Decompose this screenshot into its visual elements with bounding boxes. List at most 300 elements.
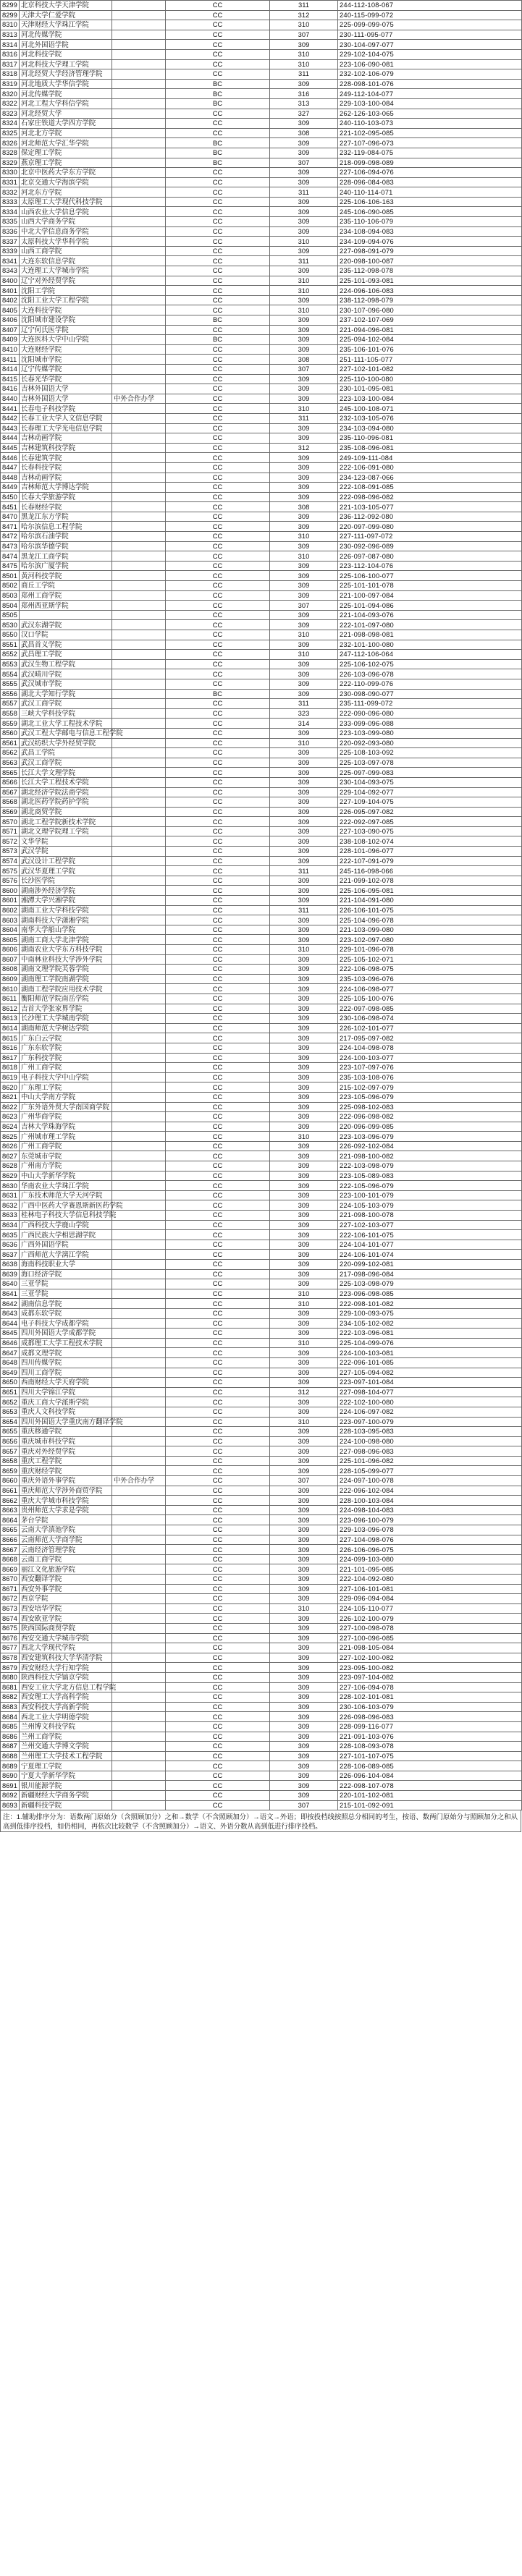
table-row: [1, 177, 522, 187]
school-name-cell: 沈阳城市建设学院: [20, 315, 112, 326]
subject-type-cell: CC: [166, 1, 270, 11]
school-name-cell: 大连东软信息学院: [20, 256, 112, 266]
school-name-cell: 四川外国语大学成都学院: [20, 1329, 112, 1339]
table-row: [1, 1643, 522, 1653]
school-code-cell: 8664: [1, 1515, 20, 1525]
school-code-cell: 8407: [1, 325, 20, 335]
school-code-cell: 8623: [1, 1112, 20, 1122]
school-name-cell: 广州城市理工学院: [20, 1132, 112, 1142]
school-name-cell: 湖北文理学院理工学院: [20, 826, 112, 836]
score-detail-cell: 224-106-097-082: [338, 1407, 522, 1417]
table-row: [1, 1387, 522, 1397]
note-cell: [112, 207, 166, 217]
school-name-cell: 宁夏大学新华学院: [20, 1771, 112, 1781]
note-cell: [112, 413, 166, 423]
table-row: [1, 168, 522, 178]
score-cell: 309: [270, 1584, 338, 1594]
subject-type-cell: BC: [166, 89, 270, 99]
subject-type-cell: CC: [166, 1397, 270, 1407]
score-cell: 309: [270, 915, 338, 925]
score-cell: 309: [270, 512, 338, 522]
subject-type-cell: CC: [166, 423, 270, 433]
score-detail-cell: 222-104-092-080: [338, 1575, 522, 1585]
school-name-cell: 武昌工学院: [20, 748, 112, 758]
school-code-cell: 8505: [1, 610, 20, 620]
school-code-cell: 8553: [1, 659, 20, 669]
school-name-cell: 长春建筑学院: [20, 453, 112, 463]
subject-type-cell: CC: [166, 522, 270, 532]
school-code-cell: 8618: [1, 1063, 20, 1073]
subject-type-cell: CC: [166, 1161, 270, 1172]
subject-type-cell: CC: [166, 915, 270, 925]
score-detail-cell: 223-103-096-079: [338, 1132, 522, 1142]
score-cell: 309: [270, 266, 338, 276]
score-detail-cell: 225-101-093-081: [338, 276, 522, 286]
school-name-cell: 吉林大学珠海学院: [20, 1122, 112, 1132]
school-code-cell: 8562: [1, 748, 20, 758]
school-code-cell: 8323: [1, 109, 20, 119]
school-code-cell: 8602: [1, 905, 20, 915]
table-row: [1, 138, 522, 148]
score-cell: 309: [270, 1614, 338, 1624]
note-cell: [112, 1781, 166, 1791]
subject-type-cell: CC: [166, 1063, 270, 1073]
score-cell: 309: [270, 335, 338, 345]
score-cell: 309: [270, 896, 338, 906]
school-code-cell: 8568: [1, 797, 20, 808]
table-row: [1, 1505, 522, 1515]
score-cell: 309: [270, 1122, 338, 1132]
school-code-cell: 8689: [1, 1761, 20, 1771]
score-detail-cell: 224-099-103-080: [338, 1554, 522, 1564]
table-row: [1, 1584, 522, 1594]
note-cell: [112, 935, 166, 945]
school-code-cell: 8409: [1, 335, 20, 345]
score-detail-cell: 262-126-103-065: [338, 109, 522, 119]
note-cell: [112, 30, 166, 40]
subject-type-cell: CC: [166, 1663, 270, 1673]
school-code-cell: 8473: [1, 541, 20, 551]
school-name-cell: 天津财经大学珠江学院: [20, 20, 112, 30]
subject-type-cell: CC: [166, 1554, 270, 1564]
school-code-cell: 8415: [1, 374, 20, 384]
score-cell: 309: [270, 1505, 338, 1515]
school-name-cell: 吉林动画学院: [20, 433, 112, 444]
score-cell: 309: [270, 826, 338, 836]
school-code-cell: 8665: [1, 1525, 20, 1535]
note-cell: [112, 1427, 166, 1437]
table-row: [1, 679, 522, 689]
subject-type-cell: CC: [166, 826, 270, 836]
note-cell: [112, 817, 166, 827]
note-cell: [112, 355, 166, 365]
note-cell: [112, 1800, 166, 1810]
school-name-cell: 郑州西亚斯学院: [20, 601, 112, 611]
subject-type-cell: CC: [166, 1308, 270, 1318]
subject-type-cell: CC: [166, 286, 270, 296]
table-row: [1, 965, 522, 975]
table-row: [1, 1732, 522, 1742]
school-name-cell: 广西师范大学漓江学院: [20, 1250, 112, 1260]
school-name-cell: 大连理工大学城市学院: [20, 266, 112, 276]
school-name-cell: 燕京理工学院: [20, 158, 112, 168]
school-name-cell: 湖北商贸学院: [20, 807, 112, 817]
score-detail-cell: 221-100-097-084: [338, 590, 522, 601]
table-row: [1, 1712, 522, 1722]
school-code-cell: 8501: [1, 571, 20, 581]
note-cell: [112, 98, 166, 109]
score-detail-cell: 223-102-097-080: [338, 935, 522, 945]
score-detail-cell: 226-106-101-075: [338, 905, 522, 915]
note-cell: [112, 954, 166, 965]
score-detail-cell: 235-110-106-079: [338, 217, 522, 227]
note-cell: [112, 1682, 166, 1692]
score-cell: 309: [270, 1220, 338, 1230]
score-cell: 309: [270, 246, 338, 256]
score-detail-cell: 230-106-098-074: [338, 1014, 522, 1024]
school-name-cell: 吉林师范大学博达学院: [20, 483, 112, 493]
school-name-cell: 中南林业科技大学涉外学院: [20, 954, 112, 965]
school-name-cell: 黑龙江工商学院: [20, 551, 112, 562]
score-cell: 312: [270, 443, 338, 453]
score-detail-cell: 245-106-090-085: [338, 207, 522, 217]
note-cell: [112, 965, 166, 975]
note-cell: [112, 541, 166, 551]
school-code-cell: 8661: [1, 1486, 20, 1496]
score-cell: 309: [270, 1663, 338, 1673]
school-code-cell: 8670: [1, 1575, 20, 1585]
score-cell: 309: [270, 207, 338, 217]
school-code-cell: 8605: [1, 935, 20, 945]
table-row: [1, 590, 522, 601]
note-cell: [112, 256, 166, 266]
school-code-cell: 8600: [1, 886, 20, 896]
score-cell: 307: [270, 1800, 338, 1810]
score-cell: 309: [270, 217, 338, 227]
score-detail-cell: 227-105-094-082: [338, 1368, 522, 1378]
score-detail-cell: 217-098-096-084: [338, 1269, 522, 1279]
score-detail-cell: 236-112-092-080: [338, 512, 522, 522]
score-detail-cell: 247-112-106-064: [338, 650, 522, 660]
score-detail-cell: 226-092-102-084: [338, 1141, 522, 1151]
school-name-cell: 太原科技大学华科学院: [20, 237, 112, 247]
note-cell: [112, 187, 166, 198]
subject-type-cell: CC: [166, 1014, 270, 1024]
school-code-cell: 8446: [1, 453, 20, 463]
note-cell: [112, 1348, 166, 1358]
school-code-cell: 8673: [1, 1603, 20, 1614]
school-code-cell: 8606: [1, 945, 20, 955]
table-row: [1, 1181, 522, 1191]
score-detail-cell: 234-123-087-066: [338, 473, 522, 483]
score-cell: 311: [270, 1, 338, 11]
subject-type-cell: CC: [166, 305, 270, 315]
note-cell: [112, 1594, 166, 1604]
subject-type-cell: BC: [166, 335, 270, 345]
subject-type-cell: CC: [166, 1712, 270, 1722]
subject-type-cell: CC: [166, 1446, 270, 1457]
subject-type-cell: CC: [166, 1771, 270, 1781]
table-row: [1, 98, 522, 109]
table-row: [1, 954, 522, 965]
school-code-cell: 8608: [1, 965, 20, 975]
school-name-cell: 长沙理工大学城南学院: [20, 1014, 112, 1024]
subject-type-cell: CC: [166, 374, 270, 384]
school-name-cell: 云南大学滇池学院: [20, 1525, 112, 1535]
subject-type-cell: CC: [166, 256, 270, 266]
school-code-cell: 8653: [1, 1407, 20, 1417]
score-detail-cell: 225-106-106-163: [338, 197, 522, 207]
score-detail-cell: 224-105-103-079: [338, 1200, 522, 1211]
score-cell: 309: [270, 836, 338, 847]
subject-type-cell: CC: [166, 462, 270, 473]
school-code-cell: 8443: [1, 423, 20, 433]
table-row: [1, 1082, 522, 1093]
school-code-cell: 8569: [1, 807, 20, 817]
school-code-cell: 8471: [1, 522, 20, 532]
school-code-cell: 8406: [1, 315, 20, 326]
score-cell: 313: [270, 98, 338, 109]
school-code-cell: 8445: [1, 443, 20, 453]
school-code-cell: 8504: [1, 601, 20, 611]
school-name-cell: 重庆财经学院: [20, 1466, 112, 1476]
subject-type-cell: CC: [166, 1092, 270, 1102]
school-code-cell: 8675: [1, 1623, 20, 1633]
subject-type-cell: CC: [166, 40, 270, 50]
school-code-cell: 8559: [1, 719, 20, 729]
subject-type-cell: CC: [166, 1564, 270, 1575]
score-detail-cell: 228-096-084-083: [338, 177, 522, 187]
note-cell: [112, 719, 166, 729]
school-name-cell: 吉林外国语大学: [20, 394, 112, 404]
school-code-cell: 8329: [1, 158, 20, 168]
school-code-cell: 8334: [1, 207, 20, 217]
table-row: [1, 1436, 522, 1446]
score-detail-cell: 222-096-101-085: [338, 1357, 522, 1368]
score-detail-cell: 230-106-103-079: [338, 1702, 522, 1712]
score-cell: 309: [270, 1633, 338, 1643]
score-cell: 309: [270, 925, 338, 935]
score-cell: 309: [270, 817, 338, 827]
score-detail-cell: 240-110-103-073: [338, 119, 522, 129]
school-code-cell: 8693: [1, 1800, 20, 1810]
table-row: [1, 1279, 522, 1289]
school-code-cell: 8641: [1, 1289, 20, 1299]
note-cell: [112, 1564, 166, 1575]
school-code-cell: 8627: [1, 1151, 20, 1161]
school-name-cell: 重庆工程学院: [20, 1456, 112, 1466]
school-code-cell: 8551: [1, 640, 20, 650]
school-code-cell: 8616: [1, 1043, 20, 1053]
score-detail-cell: 224-100-103-077: [338, 1053, 522, 1063]
score-cell: 309: [270, 590, 338, 601]
score-cell: 309: [270, 787, 338, 797]
table-row: [1, 315, 522, 326]
note-cell: [112, 59, 166, 69]
subject-type-cell: CC: [166, 1476, 270, 1486]
note-cell: [112, 1289, 166, 1299]
subject-type-cell: CC: [166, 758, 270, 768]
subject-type-cell: CC: [166, 1594, 270, 1604]
school-name-cell: 武汉华夏理工学院: [20, 866, 112, 876]
note-cell: [112, 462, 166, 473]
school-code-cell: 8643: [1, 1308, 20, 1318]
score-detail-cell: 227-102-103-077: [338, 1220, 522, 1230]
table-row: [1, 945, 522, 955]
score-detail-cell: 227-098-104-077: [338, 1387, 522, 1397]
score-detail-cell: 230-101-095-081: [338, 384, 522, 394]
score-cell: 308: [270, 355, 338, 365]
score-cell: 307: [270, 1476, 338, 1486]
school-code-cell: 8648: [1, 1357, 20, 1368]
subject-type-cell: CC: [166, 984, 270, 994]
table-row: [1, 276, 522, 286]
note-cell: [112, 305, 166, 315]
subject-type-cell: CC: [166, 965, 270, 975]
score-detail-cell: 223-107-097-076: [338, 1063, 522, 1073]
school-code-cell: 8646: [1, 1338, 20, 1348]
score-cell: 309: [270, 295, 338, 305]
score-detail-cell: 222-098-101-082: [338, 1299, 522, 1309]
school-name-cell: 成都理工大学工程技术学院: [20, 1338, 112, 1348]
table-row: [1, 207, 522, 217]
subject-type-cell: CC: [166, 679, 270, 689]
score-cell: 309: [270, 1721, 338, 1732]
table-row: [1, 1211, 522, 1221]
note-cell: [112, 1712, 166, 1722]
score-detail-cell: 245-100-108-071: [338, 404, 522, 414]
subject-type-cell: CC: [166, 197, 270, 207]
score-detail-cell: 225-101-101-078: [338, 581, 522, 591]
school-name-cell: 四川工商学院: [20, 1368, 112, 1378]
school-name-cell: 湖北工程学院新技术学院: [20, 817, 112, 827]
school-name-cell: 哈尔滨华德学院: [20, 541, 112, 551]
score-cell: 310: [270, 20, 338, 30]
school-code-cell: 8405: [1, 305, 20, 315]
school-code-cell: 8638: [1, 1260, 20, 1270]
score-cell: 309: [270, 856, 338, 866]
subject-type-cell: BC: [166, 79, 270, 89]
school-name-cell: 武昌首义学院: [20, 640, 112, 650]
note-cell: [112, 679, 166, 689]
table-row: [1, 1397, 522, 1407]
school-name-cell: 大连财经学院: [20, 344, 112, 355]
score-detail-cell: 225-105-102-071: [338, 954, 522, 965]
score-detail-cell: 232-101-100-080: [338, 640, 522, 650]
score-cell: 309: [270, 1161, 338, 1172]
subject-type-cell: CC: [166, 492, 270, 502]
school-code-cell: 8613: [1, 1014, 20, 1024]
score-cell: 311: [270, 413, 338, 423]
score-detail-cell: 223-097-104-082: [338, 1672, 522, 1682]
score-cell: 309: [270, 483, 338, 493]
score-detail-cell: 221-103-105-077: [338, 502, 522, 512]
subject-type-cell: CC: [166, 1141, 270, 1151]
table-row: [1, 1417, 522, 1427]
school-name-cell: 广西科技大学鹿山学院: [20, 1220, 112, 1230]
score-detail-cell: 234-105-102-082: [338, 1318, 522, 1329]
school-code-cell: 8337: [1, 237, 20, 247]
school-name-cell: 武汉东湖学院: [20, 620, 112, 630]
table-row: [1, 1476, 522, 1486]
table-row: [1, 1200, 522, 1211]
school-code-cell: 8650: [1, 1378, 20, 1388]
score-detail-cell: 215-102-097-079: [338, 1082, 522, 1093]
score-detail-cell: 232-102-106-079: [338, 69, 522, 80]
note-cell: [112, 502, 166, 512]
school-name-cell: 广西外国语学院: [20, 1240, 112, 1250]
subject-type-cell: BC: [166, 158, 270, 168]
subject-type-cell: CC: [166, 993, 270, 1004]
note-cell: [112, 896, 166, 906]
school-name-cell: 四川大学锦江学院: [20, 1387, 112, 1397]
note-cell: [112, 640, 166, 650]
score-cell: 309: [270, 1329, 338, 1339]
score-detail-cell: 222-092-097-085: [338, 817, 522, 827]
score-detail-cell: 227-102-100-082: [338, 1653, 522, 1663]
school-code-cell: 8658: [1, 1456, 20, 1466]
score-cell: 309: [270, 119, 338, 129]
school-name-cell: 武汉工程大学邮电与信息工程学院: [20, 728, 112, 738]
table-row: [1, 1357, 522, 1368]
table-row: [1, 1800, 522, 1810]
subject-type-cell: CC: [166, 1279, 270, 1289]
school-code-cell: 8557: [1, 699, 20, 709]
score-detail-cell: 224-106-101-074: [338, 1250, 522, 1260]
note-cell: [112, 1407, 166, 1417]
score-cell: 309: [270, 325, 338, 335]
school-code-cell: 8615: [1, 1033, 20, 1043]
school-name-cell: 长春电子科技学院: [20, 404, 112, 414]
note-cell: [112, 20, 166, 30]
school-name-cell: 成都东软学院: [20, 1308, 112, 1318]
note-cell: [112, 768, 166, 778]
table-row: [1, 1564, 522, 1575]
note-cell: [112, 876, 166, 886]
school-code-cell: 8444: [1, 433, 20, 444]
score-detail-cell: 230-107-096-080: [338, 305, 522, 315]
note-cell: [112, 1751, 166, 1761]
school-code-cell: 8330: [1, 168, 20, 178]
score-detail-cell: 227-101-107-075: [338, 1751, 522, 1761]
table-row: [1, 601, 522, 611]
subject-type-cell: CC: [166, 433, 270, 444]
table-row: [1, 1378, 522, 1388]
subject-type-cell: CC: [166, 1456, 270, 1466]
table-row: [1, 1122, 522, 1132]
table-row: [1, 1614, 522, 1624]
school-name-cell: 哈尔滨信息工程学院: [20, 522, 112, 532]
note-cell: [112, 689, 166, 699]
subject-type-cell: CC: [166, 797, 270, 808]
score-cell: 309: [270, 1575, 338, 1585]
subject-type-cell: CC: [166, 886, 270, 896]
school-name-cell: 吉林外国语大学: [20, 384, 112, 394]
score-cell: 309: [270, 315, 338, 326]
score-detail-cell: 218-099-098-089: [338, 158, 522, 168]
school-name-cell: 黑龙江东方学院: [20, 512, 112, 522]
table-row: [1, 748, 522, 758]
table-row: [1, 836, 522, 847]
subject-type-cell: CC: [166, 1250, 270, 1260]
score-cell: 309: [270, 1692, 338, 1703]
table-row: [1, 689, 522, 699]
subject-type-cell: CC: [166, 1672, 270, 1682]
score-detail-cell: 221-102-095-085: [338, 128, 522, 138]
note-cell: [112, 276, 166, 286]
score-detail-cell: 220-101-102-081: [338, 1791, 522, 1801]
score-cell: 309: [270, 748, 338, 758]
